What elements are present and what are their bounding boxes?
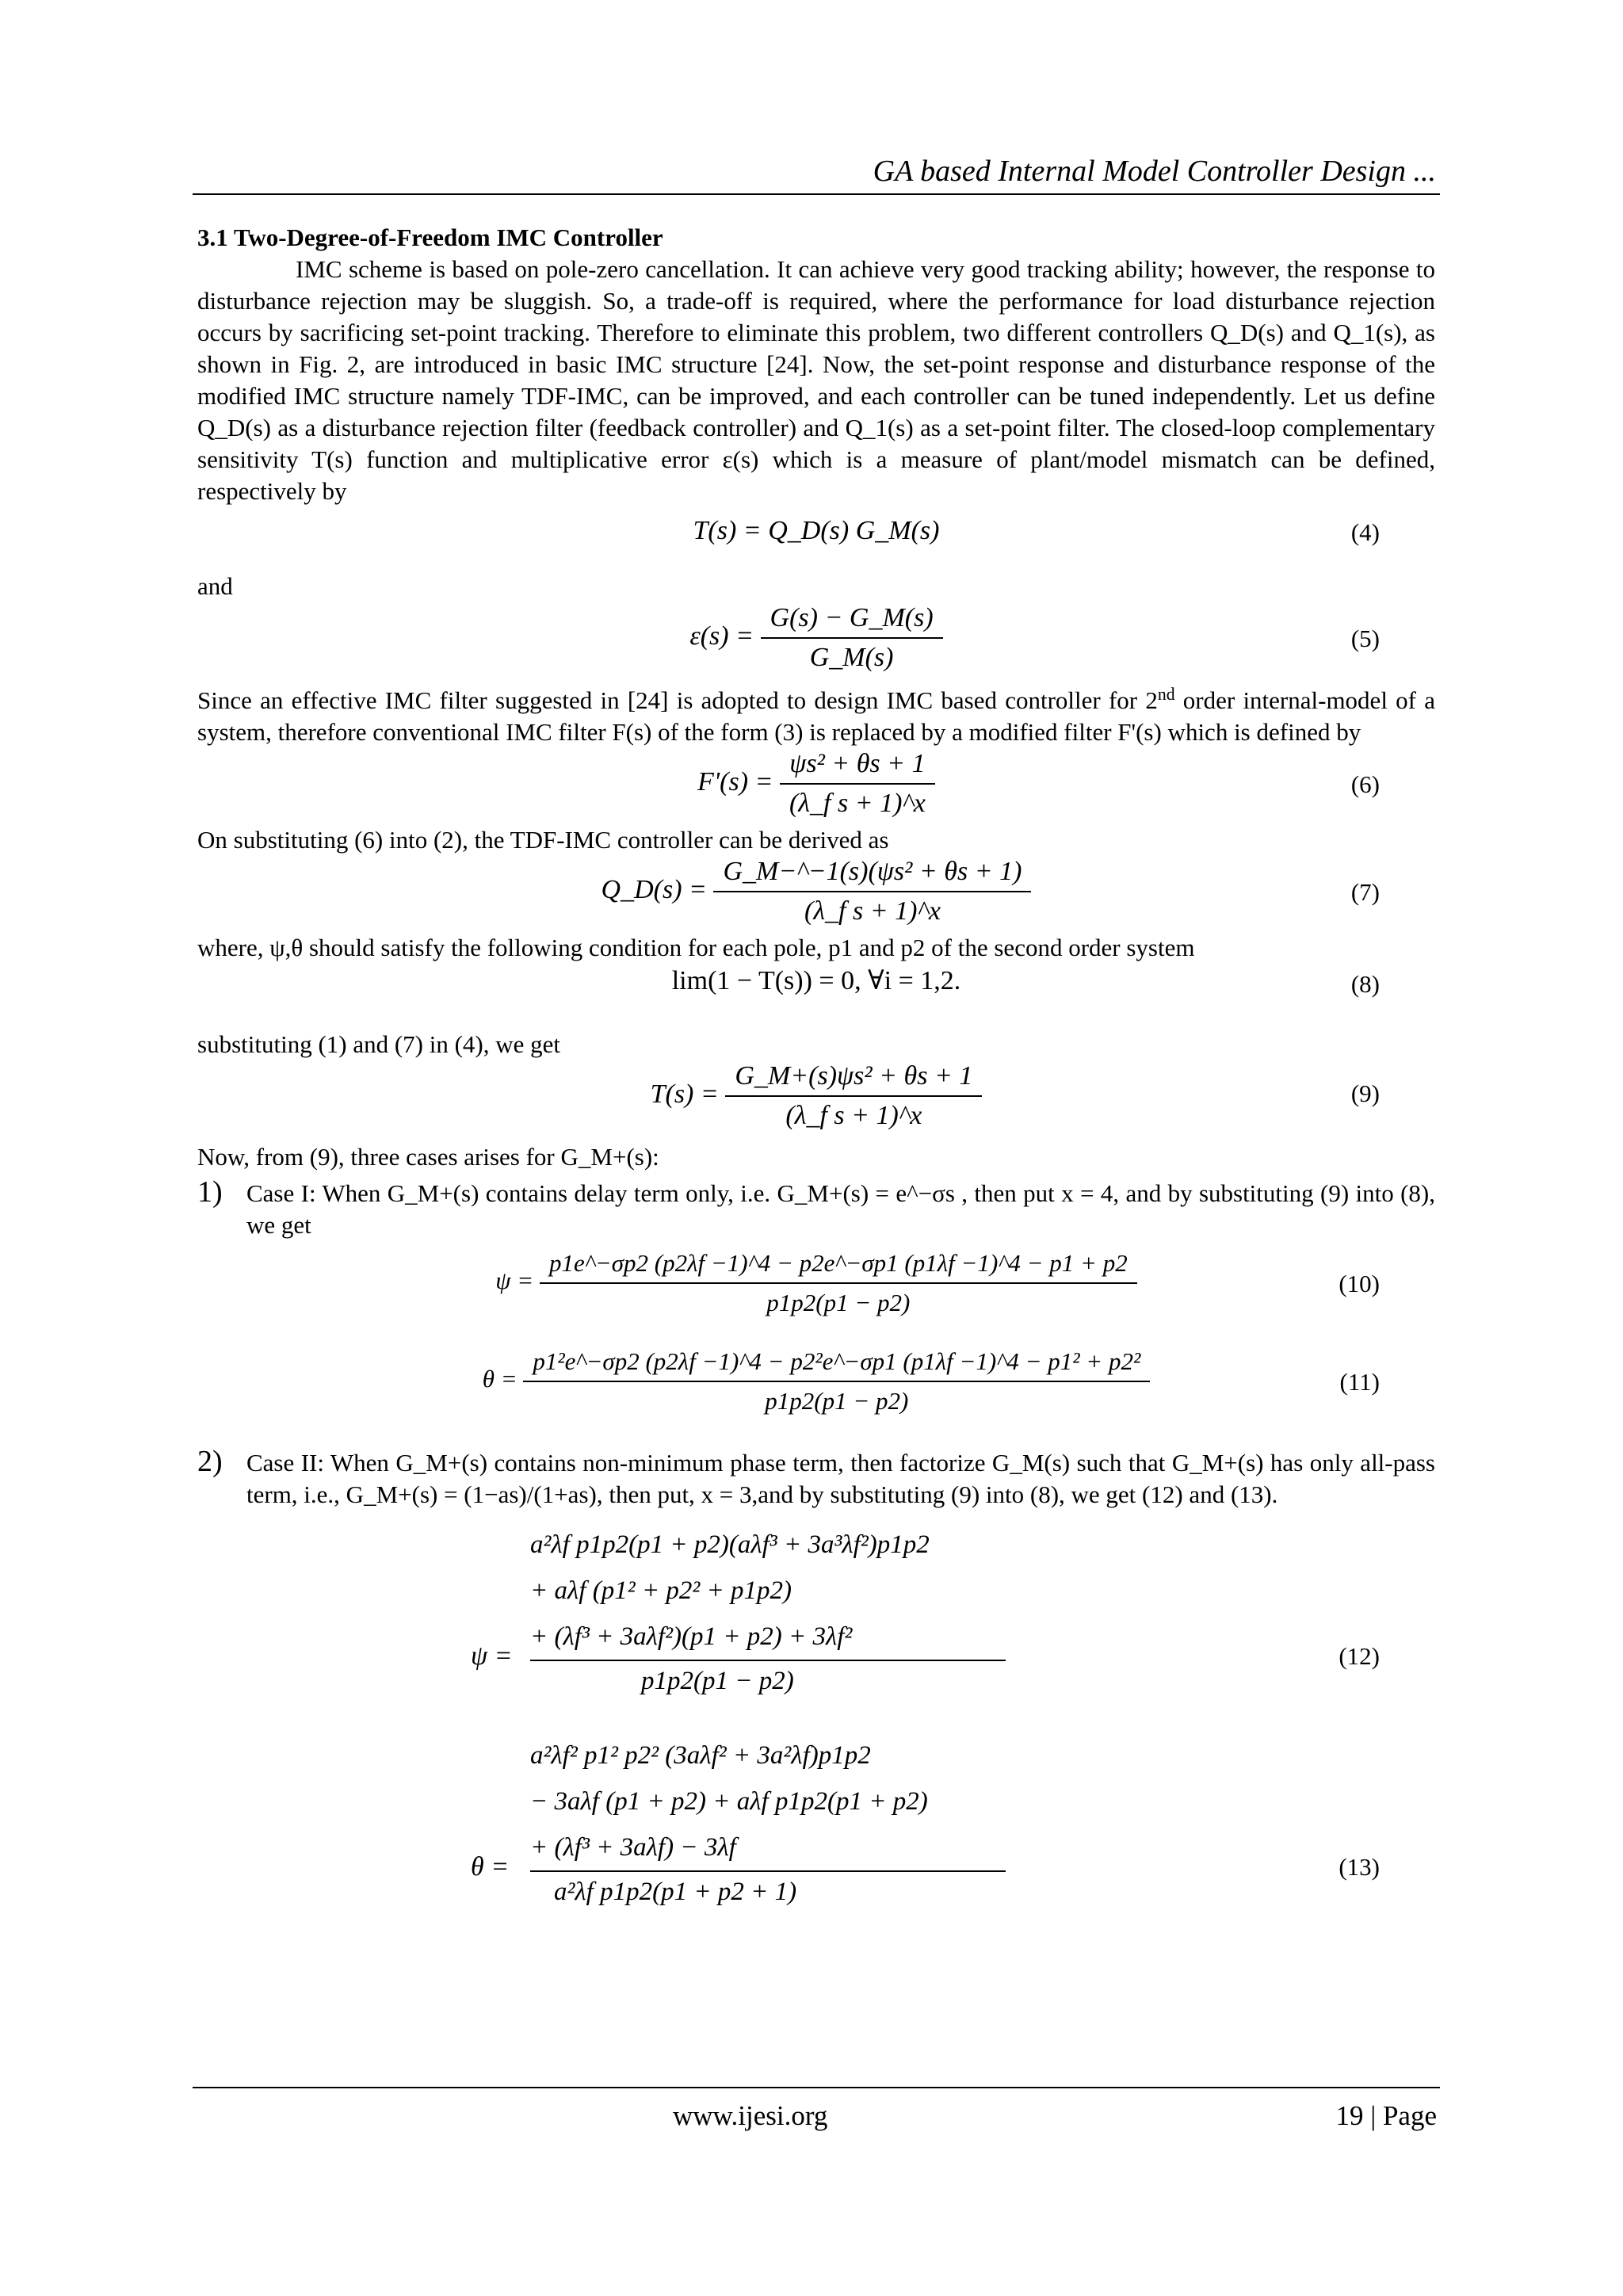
equation-9: [197, 1060, 1435, 1137]
paragraph-5: substituting (1) and (7) in (4), we get: [197, 1030, 561, 1058]
case-2-text: Case II: When G_M+(s) contains non-minimum phase term, then factorize G_M(s) such that G_M+(s) has only all-pass term, i.e., G_M+(s) = (1−as)/(1+as), then put, x = 3,and by substituting (9) into (8), we get (12) and (13).: [246, 1448, 1435, 1508]
equation-8-expr: lim(1 − T(s)) = 0, ∀i = 1,2.: [671, 965, 961, 995]
equation-6-numerator: ψs² + θs + 1: [780, 748, 935, 785]
equation-10: [197, 1247, 1435, 1330]
equation-5-lhs: ε(s) =: [689, 621, 754, 651]
section-heading: 3.1 Two-Degree-of-Freedom IMC Controller: [197, 223, 663, 251]
equation-7-lhs: Q_D(s) =: [601, 874, 707, 904]
equation-9-numerator: G_M+(s)ψs² + θs + 1: [725, 1060, 982, 1097]
case-1-text: Case I: When G_M+(s) contains delay term only, i.e. G_M+(s) = e^−σs , then put x = 4, and by substituting (9) into (8), we get: [246, 1179, 1435, 1239]
case-2-item: [197, 1444, 1435, 1511]
running-header: GA based Internal Model Controller Design ...: [873, 155, 1436, 188]
equation-10-lhs: ψ =: [495, 1266, 534, 1294]
equation-7-denominator: (λ_f s + 1)^x: [804, 896, 941, 926]
equation-5-number: (5): [1350, 625, 1380, 652]
equation-13: [197, 1733, 1435, 1912]
equation-7-numerator: G_M−^−1(s)(ψs² + θs + 1): [713, 856, 1031, 892]
paragraph-2-part-a: Since an effective IMC filter suggested in [24] is adopted to design IMC based controller for 2: [197, 686, 1158, 714]
footer-rule: [193, 2087, 1440, 2088]
equation-7: [197, 856, 1435, 932]
equation-8: [197, 964, 1435, 1014]
equation-11: [197, 1346, 1435, 1447]
equation-9-fraction: [725, 1060, 982, 1132]
footer-website-link[interactable]: www.ijesi.org: [673, 2100, 828, 2131]
equation-5-numerator: G(s) − G_M(s): [761, 602, 943, 639]
case-2-label: 2): [197, 1444, 223, 1478]
paragraph-4: where, ψ,θ should satisfy the following condition for each pole, p1 and p2 of the second order system: [197, 933, 1195, 961]
equation-9-number: (9): [1350, 1079, 1380, 1107]
equation-7-number: (7): [1350, 877, 1380, 906]
equation-10-number: (10): [1338, 1269, 1380, 1297]
paragraph-3: On substituting (6) into (2), the TDF-IMC controller can be derived as: [197, 825, 889, 854]
equation-10-denominator: p1p2(p1 − p2): [766, 1288, 911, 1316]
equation-6-fraction: [780, 748, 935, 819]
equation-11-fraction: [523, 1346, 1150, 1417]
equation-12-number: (12): [1338, 1641, 1380, 1670]
equation-12: [197, 1522, 1435, 1701]
equation-12-denominator: p1p2(p1 − p2): [641, 1666, 794, 1695]
equation-9-denominator: (λ_f s + 1)^x: [785, 1100, 922, 1130]
equation-12-line: + aλf (p1² + p2² + p1p2): [530, 1576, 792, 1605]
paragraph-6: Now, from (9), three cases arises for G_M+(s):: [197, 1142, 659, 1171]
equation-4: [197, 507, 1435, 571]
paragraph-1: IMC scheme is based on pole-zero cancellation. It can achieve very good tracking ability; however, the response to disturbance rejection may be sluggish. So, a trade-off is required, where the performance for load disturbance rejection occurs by sacrificing set-point tracking. Therefore to eliminate this problem, two different controllers Q_D(s) and Q_1(s), as shown in Fig. 2, are introduced in basic IMC structure [24]. Now, the set-point response and disturbance response of the modified IMC structure namely TDF-IMC, can be improved, and each controller can be tuned independently. Let us define Q_D(s) as a disturbance rejection filter (feedback controller) and Q_1(s) as a set-point filter. The closed-loop complementary sensitivity T(s) function and multiplicative error ε(s) which is a measure of plant/model mismatch can be defined, respectively by: [197, 255, 1435, 505]
equation-12-lhs: ψ =: [471, 1641, 513, 1671]
and-text: and: [197, 572, 233, 600]
equation-5-fraction: [761, 602, 943, 674]
equation-13-line: − 3aλf (p1 + p2) + aλf p1p2(p1 + p2): [530, 1786, 928, 1816]
equation-13-denominator: a²λf p1p2(p1 + p2 + 1): [554, 1877, 797, 1906]
equation-5-denominator: G_M(s): [809, 643, 894, 672]
equation-12-line: + (λf³ + 3aλf²)(p1 + p2) + 3λf²: [530, 1622, 853, 1651]
equation-11-denominator: p1p2(p1 − p2): [765, 1386, 909, 1415]
header-rule: [193, 193, 1440, 195]
equation-13-numerator: [530, 1733, 1435, 1870]
equation-8-number: (8): [1350, 969, 1380, 998]
equation-11-numerator: p1²e^−σp2 (p2λf −1)^4 − p2²e^−σp1 (p1λf −1)^4 − p1² + p2²: [523, 1346, 1150, 1382]
equation-10-fraction: [540, 1247, 1137, 1319]
equation-4-number: (4): [1350, 518, 1380, 546]
footer-page-number: 19 | Page: [1335, 2100, 1437, 2131]
paragraph-2-part-b: order internal-model of a system, therefore conventional IMC filter F(s) of the form (3) is replaced by a modified filter F'(s) which is defined by: [197, 686, 1435, 746]
equation-5: [197, 602, 1435, 678]
equation-11-number: (11): [1339, 1367, 1380, 1396]
equation-11-lhs: θ =: [482, 1364, 517, 1392]
equation-7-fraction: [713, 856, 1031, 927]
equation-13-line: + (λf³ + 3aλf) − 3λf: [530, 1832, 736, 1862]
equation-9-lhs: T(s) =: [650, 1079, 719, 1109]
equation-6-denominator: (λ_f s + 1)^x: [789, 788, 926, 818]
equation-10-numerator: p1e^−σp2 (p2λf −1)^4 − p2e^−σp1 (p1λf −1)^4 − p1 + p2: [540, 1247, 1137, 1284]
paragraph-2: [197, 678, 1435, 748]
equation-12-numerator: [530, 1522, 1435, 1660]
equation-6-lhs: F'(s) =: [697, 766, 773, 797]
equation-13-number: (13): [1338, 1852, 1380, 1881]
case-1-item: [197, 1175, 1435, 1241]
equation-13-line: a²λf² p1² p2² (3aλf² + 3a²λf)p1p2: [530, 1740, 871, 1770]
equation-4-expr: T(s) = Q_D(s) G_M(s): [693, 516, 940, 545]
paragraph-2-superscript: nd: [1157, 685, 1175, 704]
main-content: [197, 222, 1435, 1912]
equation-12-line: a²λf p1p2(p1 + p2)(aλf³ + 3a³λf²)p1p2: [530, 1530, 930, 1559]
equation-6: [197, 748, 1435, 824]
case-1-label: 1): [197, 1175, 223, 1209]
equation-6-number: (6): [1350, 770, 1380, 798]
equation-13-lhs: θ =: [471, 1851, 510, 1881]
